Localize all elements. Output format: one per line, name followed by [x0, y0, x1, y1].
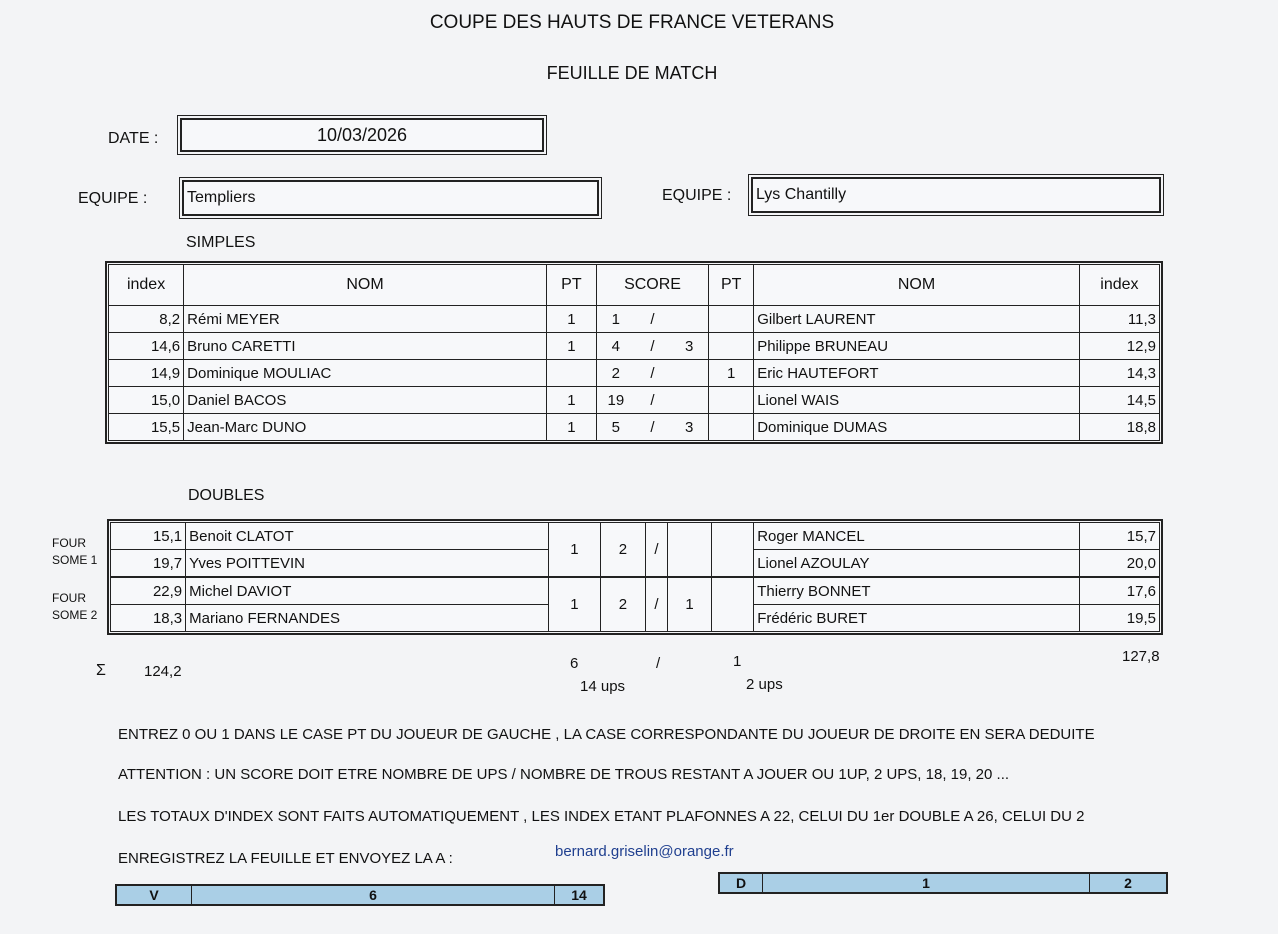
left-index-cell[interactable]: 22,9: [111, 577, 186, 605]
right-index-cell[interactable]: 17,6: [1079, 577, 1159, 605]
foursome-2-label-line1: FOUR: [52, 591, 86, 605]
header-right-pt: PT: [709, 265, 754, 306]
right-pt-cell[interactable]: [709, 306, 754, 333]
right-ups-total: 2 ups: [746, 676, 783, 693]
score-value: 5: [611, 418, 620, 436]
team-left-value: Templiers: [187, 189, 256, 206]
right-name-cell[interactable]: Lionel WAIS: [754, 387, 1080, 414]
left-pt-cell[interactable]: [546, 360, 596, 387]
score-a-cell[interactable]: 2: [600, 523, 645, 578]
team-right-label: EQUIPE :: [662, 187, 732, 204]
send-label: ENREGISTREZ LA FEUILLE ET ENVOYEZ LA A :: [118, 850, 453, 867]
instruction-1: ENTREZ 0 OU 1 DANS LE CASE PT DU JOUEUR DE GAUCHE , LA CASE CORRESPONDANTE DU JOUEUR DE DROITE EN SERA DEDUITE: [118, 726, 1095, 743]
right-index-cell[interactable]: 14,3: [1079, 360, 1159, 387]
summary-right-points: 1: [763, 874, 1090, 892]
right-index-cell[interactable]: 15,7: [1079, 523, 1159, 550]
page-title: COUPE DES HAUTS DE FRANCE VETERANS: [429, 12, 835, 33]
left-name-cell[interactable]: Michel DAVIOT: [186, 577, 549, 605]
right-index-cell[interactable]: 20,0: [1079, 550, 1159, 578]
left-name-cell[interactable]: Dominique MOULIAC: [184, 360, 547, 387]
left-points-total: 6: [570, 655, 579, 672]
right-name-cell[interactable]: Dominique DUMAS: [754, 414, 1080, 441]
left-name-cell[interactable]: Rémi MEYER: [184, 306, 547, 333]
right-name-cell[interactable]: Frédéric BURET: [754, 605, 1080, 632]
score-cell[interactable]: [596, 414, 708, 441]
simples-table: [108, 264, 1160, 441]
score-separator-cell[interactable]: /: [646, 523, 668, 578]
right-index-cell[interactable]: 11,3: [1079, 306, 1159, 333]
score-value: 1: [611, 310, 620, 328]
score-a-cell[interactable]: 2: [600, 577, 645, 632]
score-value: 2: [611, 364, 620, 382]
score-separator: /: [650, 337, 655, 355]
doubles-row: [111, 577, 1160, 605]
simples-section-label: SIMPLES: [186, 234, 256, 251]
foursome-1-label: [52, 535, 97, 569]
score-separator: /: [650, 310, 655, 328]
right-index-total: 127,8: [1122, 648, 1160, 665]
left-pt-cell[interactable]: 1: [548, 523, 600, 578]
header-score: SCORE: [596, 265, 708, 306]
right-name-cell[interactable]: Roger MANCEL: [754, 523, 1080, 550]
simples-row: [109, 414, 1160, 441]
right-index-cell[interactable]: 19,5: [1079, 605, 1159, 632]
right-pt-cell[interactable]: [709, 414, 754, 441]
team-right-value: Lys Chantilly: [756, 186, 847, 203]
simples-row: [109, 360, 1160, 387]
summary-left-points: 6: [192, 886, 555, 904]
team-right-field[interactable]: [751, 177, 1161, 213]
summary-right-code: D: [720, 874, 763, 892]
left-pt-cell[interactable]: 1: [546, 333, 596, 360]
foursome-1-label-line2: SOME 1: [52, 553, 98, 567]
left-index-cell[interactable]: 14,9: [109, 360, 184, 387]
score-separator-cell[interactable]: /: [646, 577, 668, 632]
foursome-2-label: [52, 590, 97, 624]
left-index-total: 124,2: [144, 663, 182, 680]
score-cell[interactable]: [596, 306, 708, 333]
right-points-total: 1: [733, 653, 742, 670]
left-index-cell[interactable]: 8,2: [109, 306, 184, 333]
score-value: 19: [607, 391, 625, 409]
score-cell[interactable]: [596, 333, 708, 360]
score-separator: /: [650, 418, 655, 436]
left-pt-cell[interactable]: 1: [546, 306, 596, 333]
left-name-cell[interactable]: Bruno CARETTI: [184, 333, 547, 360]
summary-left-ups: 14: [571, 887, 587, 903]
right-name-cell[interactable]: Gilbert LAURENT: [754, 306, 1080, 333]
left-pt-cell[interactable]: 1: [546, 387, 596, 414]
score-b-cell[interactable]: [668, 523, 712, 578]
right-pt-cell[interactable]: [709, 387, 754, 414]
score-value: 4: [611, 337, 620, 355]
left-index-cell[interactable]: 18,3: [111, 605, 186, 632]
left-index-cell[interactable]: 19,7: [111, 550, 186, 578]
right-index-cell[interactable]: 12,9: [1079, 333, 1159, 360]
instruction-3: LES TOTAUX D'INDEX SONT FAITS AUTOMATIQUEMENT , LES INDEX ETANT PLAFONNES A 22, CELUI DU 1er DOUBLE A 26, CELUI DU 2: [118, 808, 1085, 825]
left-index-cell[interactable]: 15,1: [111, 523, 186, 550]
header-right-index: index: [1079, 265, 1159, 306]
left-pt-cell[interactable]: 1: [548, 577, 600, 632]
instruction-2: ATTENTION : UN SCORE DOIT ETRE NOMBRE DE UPS / NOMBRE DE TROUS RESTANT A JOUER OU 1UP, 2 UPS, 18, 19, 20 ...: [118, 766, 1010, 783]
left-pt-cell[interactable]: 1: [546, 414, 596, 441]
header-left-pt: PT: [546, 265, 596, 306]
right-pt-cell[interactable]: [709, 333, 754, 360]
points-separator: /: [656, 655, 661, 672]
summary-left-code: V: [117, 886, 192, 904]
summary-left-bar: [115, 884, 605, 906]
sigma-symbol: Σ: [96, 662, 106, 679]
right-name-cell[interactable]: Thierry BONNET: [754, 577, 1080, 605]
team-left-label: EQUIPE :: [78, 190, 148, 207]
foursome-1-label-line1: FOUR: [52, 536, 86, 550]
header-right-name: NOM: [754, 265, 1080, 306]
simples-row: [109, 387, 1160, 414]
score-cell[interactable]: [596, 360, 708, 387]
simples-row: [109, 333, 1160, 360]
simples-header-row: [109, 265, 1160, 306]
foursome-2-label-line2: SOME 2: [52, 608, 98, 622]
right-pt-cell[interactable]: 1: [709, 360, 754, 387]
score-value: 3: [685, 418, 694, 436]
team-left-field[interactable]: [182, 180, 599, 216]
simples-row: [109, 306, 1160, 333]
left-index-cell[interactable]: 14,6: [109, 333, 184, 360]
left-name-cell[interactable]: Mariano FERNANDES: [186, 605, 549, 632]
header-left-name: NOM: [184, 265, 547, 306]
summary-right-ups: 2: [1124, 875, 1132, 891]
right-name-cell[interactable]: Lionel AZOULAY: [754, 550, 1080, 578]
right-pt-cell[interactable]: [712, 523, 754, 578]
right-pt-cell[interactable]: [712, 577, 754, 632]
score-separator: /: [650, 391, 655, 409]
left-index-cell[interactable]: 15,0: [109, 387, 184, 414]
header-left-index: index: [109, 265, 184, 306]
score-cell[interactable]: [596, 387, 708, 414]
date-field[interactable]: [180, 118, 544, 152]
summary-right-bar: [718, 872, 1168, 894]
left-name-cell[interactable]: Daniel BACOS: [184, 387, 547, 414]
score-separator: /: [650, 364, 655, 382]
left-ups-total: 14 ups: [580, 678, 626, 695]
left-name-cell[interactable]: Benoit CLATOT: [186, 523, 549, 550]
right-name-cell[interactable]: Philippe BRUNEAU: [754, 333, 1080, 360]
left-name-cell[interactable]: Yves POITTEVIN: [186, 550, 549, 578]
right-index-cell[interactable]: 14,5: [1079, 387, 1159, 414]
date-value: 10/03/2026: [316, 124, 408, 145]
page-subtitle: FEUILLE DE MATCH: [546, 63, 718, 83]
date-label: DATE :: [108, 130, 159, 147]
right-index-cell[interactable]: 18,8: [1079, 414, 1159, 441]
right-name-cell[interactable]: Eric HAUTEFORT: [754, 360, 1080, 387]
score-b-cell[interactable]: 1: [668, 577, 712, 632]
doubles-row: [111, 523, 1160, 550]
contact-email-link[interactable]: bernard.griselin@orange.fr: [555, 843, 734, 860]
left-index-cell[interactable]: 15,5: [109, 414, 184, 441]
score-value: 3: [685, 337, 694, 355]
doubles-table: [110, 522, 1160, 632]
doubles-section-label: DOUBLES: [188, 487, 265, 504]
left-name-cell[interactable]: Jean-Marc DUNO: [184, 414, 547, 441]
